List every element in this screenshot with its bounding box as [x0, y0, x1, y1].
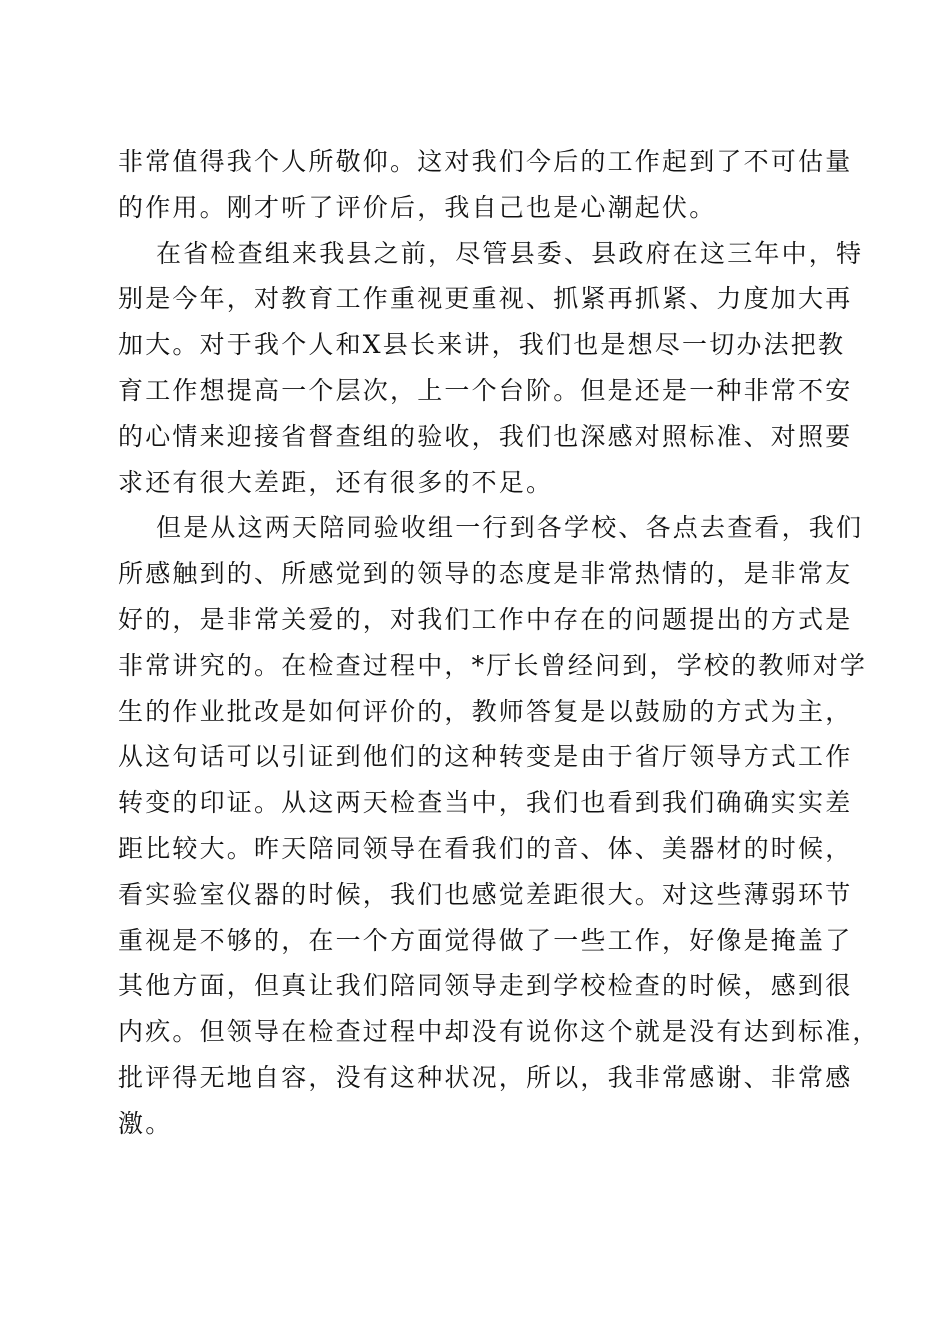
text-line: 育工作想提高一个层次，上一个台阶。但是还是一种非常不安 — [118, 375, 853, 405]
text-line: 别是今年，对教育工作重视更重视、抓紧再抓紧、力度加大再 — [118, 284, 853, 314]
text-line: 距比较大。昨天陪同领导在看我们的音、体、美器材的时候， — [118, 833, 853, 863]
text-line: 重视是不够的，在一个方面觉得做了一些工作，好像是掩盖了 — [118, 925, 853, 955]
text-line: 所感触到的、所感觉到的领导的态度是非常热情的，是非常友 — [118, 559, 853, 589]
text-line: 的心情来迎接省督查组的验收，我们也深感对照标准、对照要 — [118, 421, 853, 451]
text-line: 但是从这两天陪同验收组一行到各学校、各点去查看，我们 — [156, 513, 864, 543]
text-line: 看实验室仪器的时候，我们也感觉差距很大。对这些薄弱环节 — [118, 879, 853, 909]
text-line: 非常值得我个人所敬仰。这对我们今后的工作起到了不可估量 — [118, 147, 853, 176]
text-line: 求还有很大差距，还有很多的不足。 — [118, 467, 554, 497]
text-line: 加大。对于我个人和X县长来讲，我们也是想尽一切办法把教 — [118, 330, 846, 360]
paragraph — [118, 505, 880, 1146]
paragraph — [118, 231, 864, 506]
text-line: 其他方面，但真让我们陪同领导走到学校检查的时候，感到很 — [118, 971, 853, 1001]
text-line: 好的，是非常关爱的，对我们工作中存在的问题提出的方式是 — [118, 604, 853, 634]
text-line: 生的作业批改是如何评价的，教师答复是以鼓励的方式为主， — [118, 696, 853, 726]
document-body — [118, 139, 880, 1147]
paragraph — [118, 139, 853, 231]
text-line: 转变的印证。从这两天检查当中，我们也看到我们确确实实差 — [118, 788, 853, 818]
text-line: 激。 — [118, 1108, 173, 1138]
text-line: 在省检查组来我县之前，尽管县委、县政府在这三年中，特 — [156, 238, 864, 268]
text-line: 从这句话可以引证到他们的这种转变是由于省厅领导方式工作 — [118, 742, 853, 772]
text-line: 内疚。但领导在检查过程中却没有说你这个就是没有达到标准， — [118, 1017, 880, 1047]
text-line: 批评得无地自容，没有这种状况，所以，我非常感谢、非常感 — [118, 1062, 853, 1092]
text-line: 的作用。刚才听了评价后，我自己也是心潮起伏。 — [118, 192, 717, 222]
text-line: 非常讲究的。在检查过程中，*厅长曾经问到，学校的教师对学 — [118, 650, 868, 680]
